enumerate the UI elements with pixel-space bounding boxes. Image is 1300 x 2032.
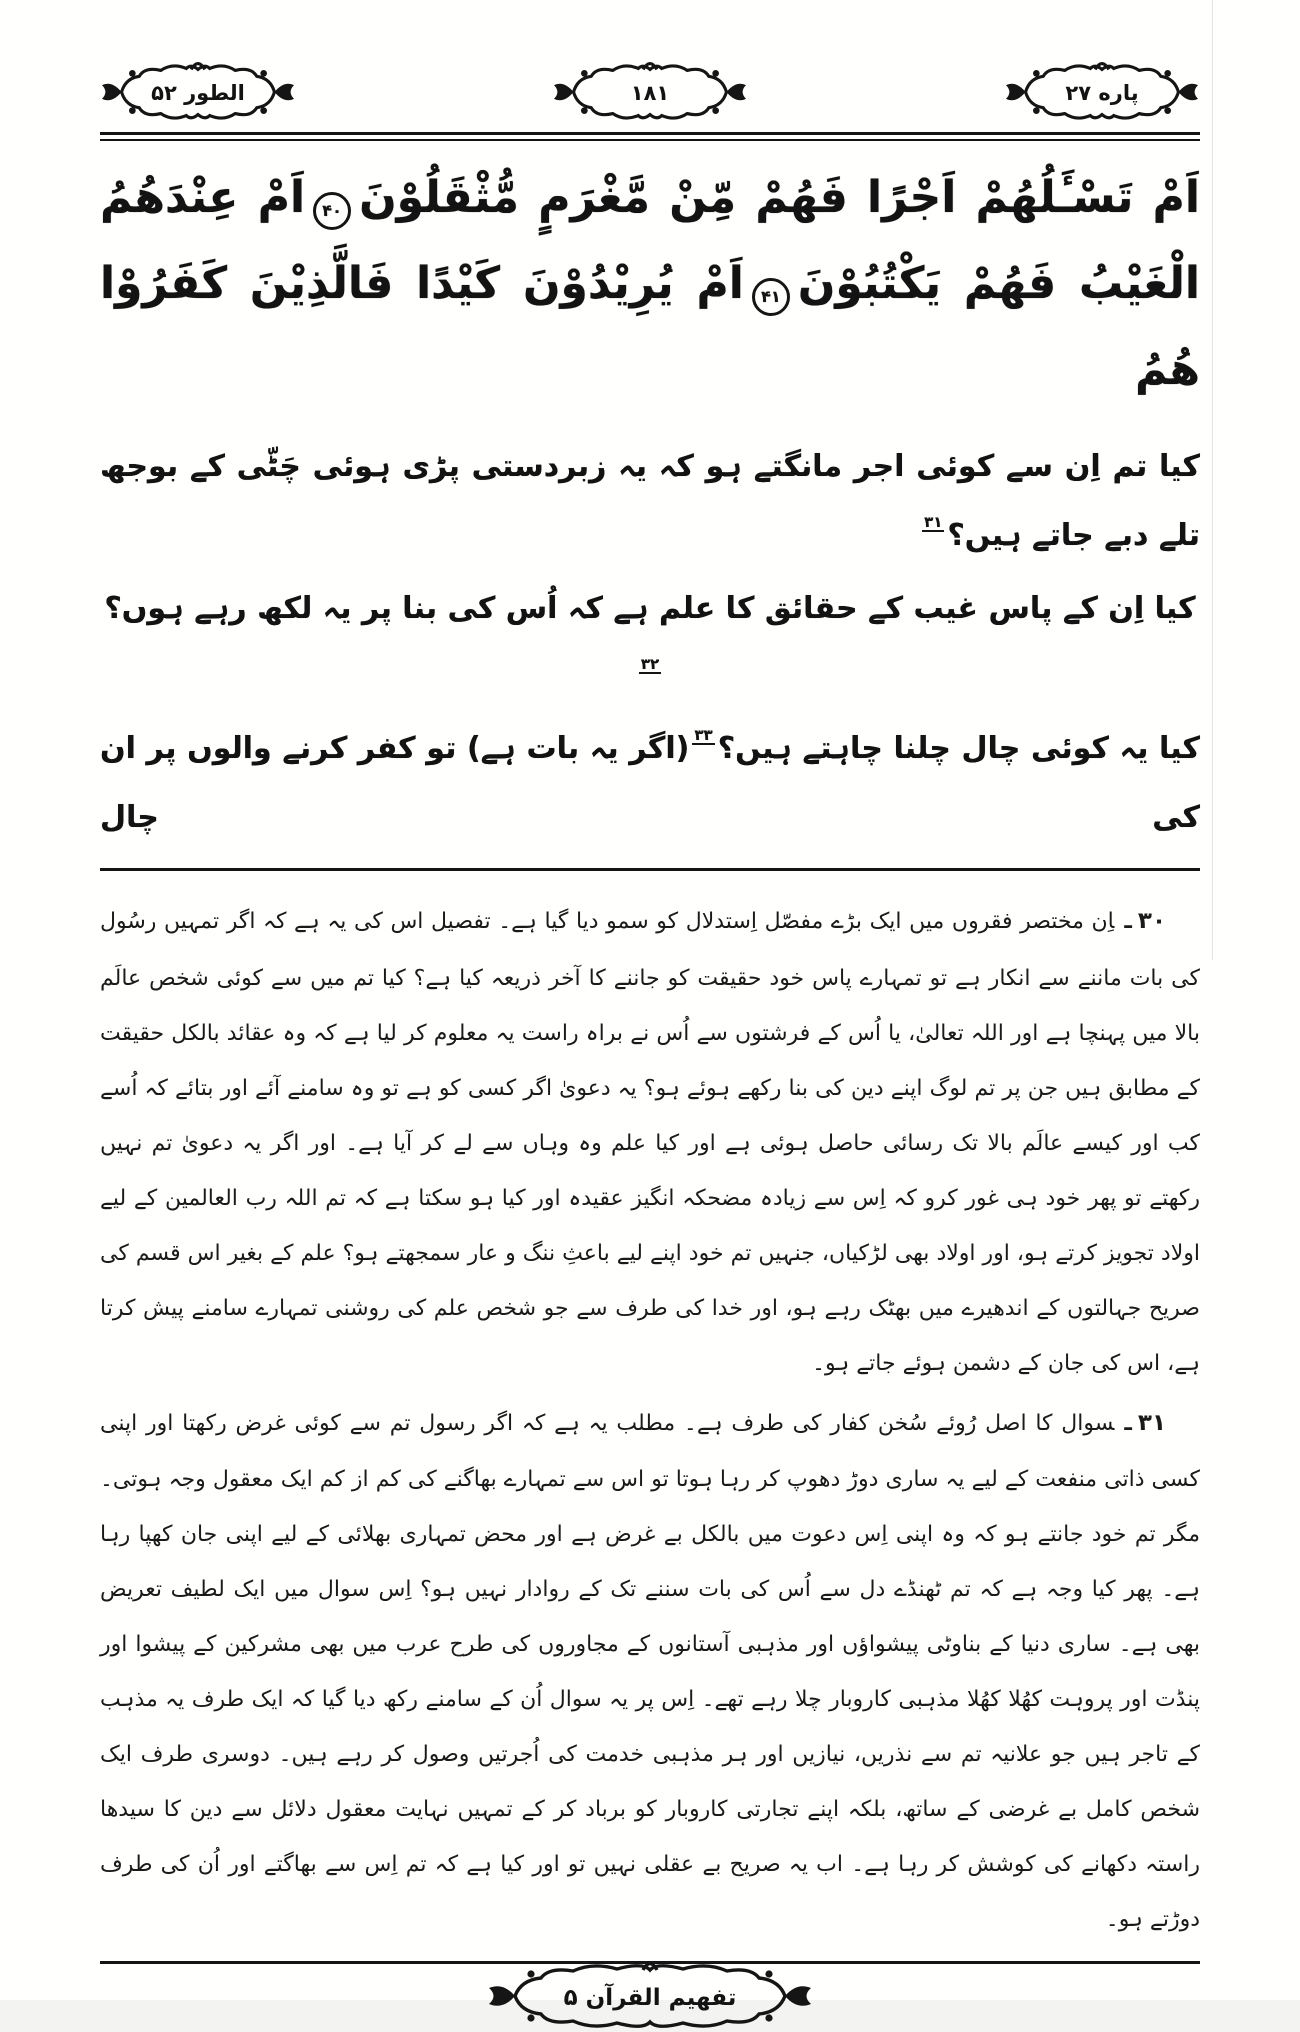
translation-paragraph-1 — [100, 432, 1200, 570]
translation-3-text-before: کیا یہ کوئی چال چلنا چاہتے ہیں؟ — [717, 731, 1200, 767]
header-divider — [100, 132, 1200, 141]
urdu-translation-block — [100, 432, 1200, 852]
note-text: اِن مختصر فقروں میں ایک بڑے مفصّل اِستدلال کو سمو دیا گیا ہے۔ تفصیل اس کی یہ ہے کہ اگر تمہیں رسُول کی بات ماننے سے انکار ہے تو تمہارے پاس خود حقیقت کو جاننے کا آخر ذریعہ کیا ہے؟ کیا تم میں سے کوئی شخص عالَم بالا میں پہنچا ہے اور اللہ تعالیٰ، یا اُس کے فرشتوں سے اُس نے براہ راست یہ معلوم کر لیا ہے کہ وہ عقائد بالکل حقیقت کے مطابق ہیں جن پر تم لوگ اپنے دین کی بنا رکھے ہوئے ہو؟ یہ دعویٰ اگر کسی کو ہے تو وہ سامنے آئے اور بتائے کہ اُسے کب اور کیسے عالَم بالا تک رسائی حاصل ہوئی ہے اور کیا علم وہ وہاں سے لے کر آیا ہے۔ اور اگر یہ دعویٰ تم نہیں رکھتے تو پھر خود ہی غور کرو کہ اِس سے زیادہ مضحکہ انگیز عقیدہ اور کیا ہو سکتا ہے کہ تم اللہ رب العالمین کے لیے اولاد تجویز کرتے ہو، اور اولاد بھی لڑکیاں، جنہیں تم خود اپنے لیے باعثِ ننگ و عار سمجھتے ہو؟ علم کے بغیر اس قسم کی صریح جہالتوں کے اندھیرے میں بھٹک رہے ہو، اور خدا کی طرف سے جو شخص علم کی روشنی تمہارے سامنے پیش کرتا ہے، اس کی جان کے دشمن ہوئے جاتے ہو۔ — [100, 909, 1200, 1376]
page-header — [100, 52, 1200, 132]
translation-paragraph-3 — [100, 714, 1200, 852]
ayah-end-marker: ۴۰ — [313, 192, 351, 230]
commentary-note-30 — [100, 893, 1200, 1391]
commentary-note-31 — [100, 1395, 1200, 1948]
note-text: سوال کا اصل رُوئے سُخن کفار کی طرف ہے۔ مطلب یہ ہے کہ اگر رسول تم سے کوئی غرض رکھتا اور اپنی کسی ذاتی منفعت کے لیے یہ ساری دوڑ دھوپ کر رہا ہوتا تو اس سے تمہارے بھاگنے کی کم از کم ایک معقول وجہ ہوتی۔ مگر تم خود جانتے ہو کہ وہ اپنی اِس دعوت میں بالکل بے غرض ہے اور محض تمہاری بھلائی کے لیے اپنی جان کھپا رہا ہے۔ پھر کیا وجہ ہے کہ تم ٹھنڈے دل سے اُس کی بات سننے تک کے روادار نہیں ہو؟ اِس سوال میں ایک لطیف تعریض بھی ہے۔ ساری دنیا کے بناوٹی پیشواؤں اور مذہبی آستانوں کے مجاوروں کی طرح عرب میں بھی مشرکین کے پیشوا اور پنڈت اور پروہت کھُلا کھُلا مذہبی کاروبار چلا رہے تھے۔ اِس پر یہ سوال اُن کے سامنے رکھ دیا گیا کہ ایک طرف یہ مذہب کے تاجر ہیں جو علانیہ تم سے نذریں، نیازیں اور ہر مذہبی خدمت کی اُجرتیں وصول کر رہے ہیں۔ دوسری طرف ایک شخص کامل بے غرضی کے ساتھ، بلکہ اپنے تجارتی کاروبار کو برباد کر کے تمہیں نہایت معقول دلائل سے دین کا سیدھا راستہ دکھانے کی کوشش کر رہا ہے۔ اب یہ صریح بے عقلی نہیں تو اور کیا ہے کہ تم اِس سے بھاگتے اور اُن کی طرف دوڑتے ہو۔ — [100, 1410, 1200, 1933]
quran-verse-block — [100, 155, 1200, 412]
page-number-cartouche — [552, 59, 748, 125]
quran-line-1 — [100, 155, 1200, 241]
note-dash: ـ — [1124, 909, 1132, 935]
scan-artifact-line — [1212, 0, 1213, 960]
quran-line-2 — [100, 241, 1200, 413]
note-number: ۳۰ — [1137, 908, 1166, 935]
translation-commentary-divider — [100, 868, 1200, 871]
translation-3-text-after: (اگر یہ بات ہے) تو کفر کرنے والوں پر ان کی چال — [100, 731, 1200, 836]
surah-name-label: الطور ۵۲ — [151, 81, 245, 105]
surah-name-cartouche — [100, 59, 296, 125]
quran-line-2-text: الْغَيْبُ فَهُمْ يَكْتُبُوْنَ — [797, 257, 1200, 309]
quran-line-1-text: اَمْ تَسْـَٔلُهُمْ اَجْرًا فَهُمْ مِّنْ مَّغْرَمٍ مُّثْقَلُوْنَ — [359, 172, 1201, 223]
page-number-label: ۱۸۱ — [630, 81, 670, 105]
note-number: ۳۱ — [1137, 1409, 1166, 1436]
note-dash: ـ — [1124, 1410, 1132, 1436]
footer — [100, 1960, 1200, 2032]
footnote-ref-33: ۳۳ — [694, 726, 713, 745]
para-number-label: پاره ۲۷ — [1065, 81, 1139, 105]
translation-1-text: کیا تم اِن سے کوئی اجر مانگتے ہو کہ یہ زبردستی پڑی ہوئی چَٹّی کے بوجھ تلے دبے جاتے ہیں؟ — [100, 449, 1200, 554]
volume-title-label: تفهیم القرآن ۵ — [563, 1985, 737, 2012]
footnote-ref-32: ۳۲ — [640, 655, 660, 674]
para-number-cartouche — [1004, 59, 1200, 125]
quran-line-1-continuation: اَمْ عِنْدَهُمُ — [100, 172, 306, 223]
volume-cartouche — [485, 1960, 815, 2032]
commentary-block — [100, 893, 1200, 1947]
footnote-ref-31: ۳۱ — [924, 513, 943, 532]
translation-paragraph-2 — [100, 574, 1200, 712]
quran-line-2-continuation: اَمْ يُرِيْدُوْنَ كَيْدًا فَالَّذِيْنَ كَفَرُوْا هُمُ — [100, 257, 1200, 395]
translation-2-text: کیا اِن کے پاس غیب کے حقائق کا علم ہے کہ اُس کی بنا پر یہ لکھ رہے ہوں؟ — [104, 591, 1196, 627]
ayah-end-marker: ۴۱ — [752, 278, 790, 316]
